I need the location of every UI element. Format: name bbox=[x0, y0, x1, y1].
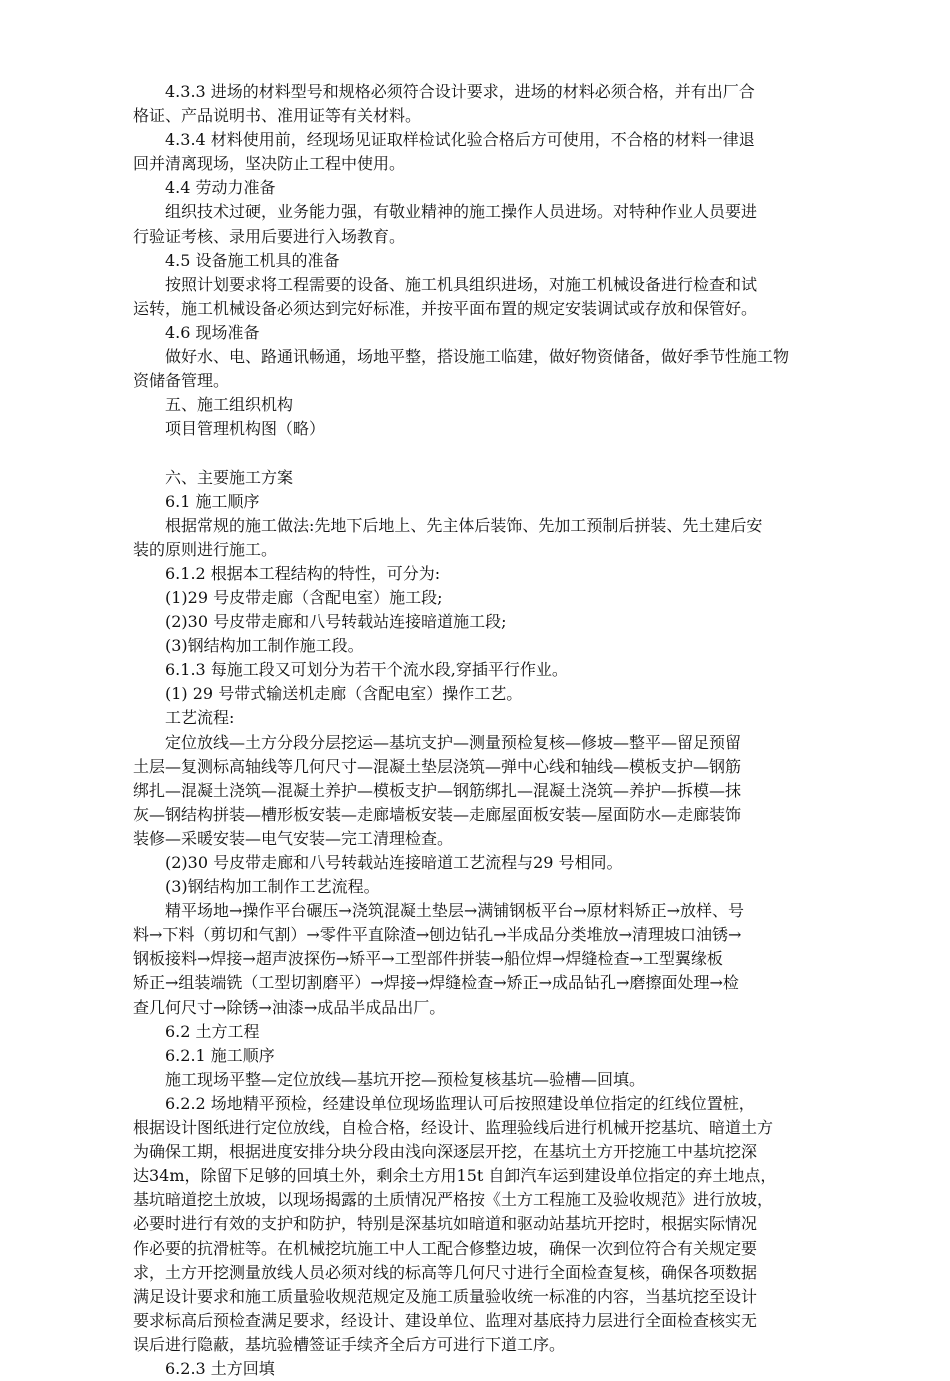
section-heading: 6.1 施工顺序 bbox=[165, 491, 260, 511]
text-line: 钢板接料→焊接→超声波探伤→矫平→工型部件拼装→船位焊→焊缝检查→工型翼缘板 bbox=[133, 949, 723, 969]
text-line: 为确保工期，根据进度安排分块分段由浅向深逐层开挖，在基坑土方开挖施工中基坑挖深 bbox=[133, 1142, 758, 1162]
list-item: (1)29 号皮带走廊（含配电室）施工段; bbox=[165, 587, 443, 607]
text-line: 作必要的抗滑桩等。在机械挖坑施工中人工配合修整边坡，确保一次到位符合有关规定要 bbox=[133, 1238, 758, 1258]
text-line: 精平场地→操作平台碾压→浇筑混凝土垫层→满铺钢板平台→原材料矫正→放样、号 bbox=[165, 901, 745, 921]
text-line: 运转，施工机械设备必须达到完好标准，并按平面布置的规定安装调试或存放和保管好。 bbox=[133, 298, 758, 318]
section-heading: 4.4 劳动力准备 bbox=[165, 178, 276, 198]
text-line: 要求标高后预检查满足要求，经设计、建设单位、监理对基底持力层进行全面检查核实无 bbox=[133, 1310, 758, 1330]
text-line: 装的原则进行施工。 bbox=[133, 539, 278, 559]
text-line: 根据设计图纸进行定位放线，自检合格，经设计、监理验线后进行机械开挖基坑、暗道土方 bbox=[133, 1118, 774, 1138]
text-line: 料→下料（剪切和气割）→零件平直除渣→刨边钻孔→半成品分类堆放→清理坡口油锈→ bbox=[133, 925, 742, 945]
text-line: 4.3.3 进场的材料型号和规格必须符合设计要求，进场的材料必须合格，并有出厂合 bbox=[165, 82, 755, 101]
text-line: 绑扎—混凝土浇筑—混凝土养护—模板支护—钢筋绑扎—混凝土浇筑—养护—拆模—抹 bbox=[133, 780, 742, 800]
text-line: 满足设计要求和施工质量验收规范规定及施工质量验收统一标准的内容，当基坑挖至设计 bbox=[133, 1286, 758, 1306]
list-item: (3)钢结构加工制作工艺流程。 bbox=[165, 877, 380, 897]
section-heading: 6.2 土方工程 bbox=[165, 1021, 260, 1041]
text-line: 6.1.3 每施工段又可划分为若干个流水段,穿插平行作业。 bbox=[165, 660, 568, 680]
chapter-heading: 五、施工组织机构 bbox=[165, 395, 294, 415]
text-line: 工艺流程: bbox=[165, 708, 235, 728]
text-line: 基坑暗道挖土放坡，以现场揭露的土质情况严格按《土方工程施工及验收规范》进行放坡， bbox=[133, 1190, 774, 1210]
section-heading: 6.2.1 施工顺序 bbox=[165, 1045, 275, 1065]
list-item: (2)30 号皮带走廊和八号转载站连接暗道工艺流程与29 号相同。 bbox=[165, 853, 623, 872]
text-line: 行验证考核、录用后要进行入场教育。 bbox=[133, 226, 406, 246]
text-line: 矫正→组装端铣（工型切割磨平）→焊接→焊缝检查→矫正→成品钻孔→磨擦面处理→检 bbox=[133, 973, 739, 993]
text-line: 做好水、电、路通讯畅通，场地平整，搭设施工临建，做好物资储备，做好季节性施工物 bbox=[165, 347, 790, 367]
blank-line bbox=[165, 441, 870, 465]
list-item: (2)30 号皮带走廊和八号转载站连接暗道施工段; bbox=[165, 612, 507, 632]
text-line: 回并清离现场，坚决防止工程中使用。 bbox=[133, 154, 406, 174]
text-line: 定位放线—土方分段分层挖运—基坑支护—测量预检复核—修坡—整平—留足预留 bbox=[165, 732, 742, 752]
text-line: 项目管理机构图（略） bbox=[165, 419, 326, 439]
text-line: 必要时进行有效的支护和防护，特别是深基坑如暗道和驱动站基坑开挖时，根据实际情况 bbox=[133, 1214, 758, 1234]
text-line: 达34m，除留下足够的回填土外，剩余土方用15t 自卸汽车运到建设单位指定的弃土地点， bbox=[133, 1166, 777, 1186]
list-item: (3)钢结构加工制作施工段。 bbox=[165, 636, 364, 656]
section-heading: 6.2.3 土方回填 bbox=[165, 1358, 275, 1378]
text-line: 6.1.2 根据本工程结构的特性，可分为: bbox=[165, 563, 441, 583]
text-line: 4.3.4 材料使用前，经现场见证取样检试化验合格后方可使用，不合格的材料一律退 bbox=[165, 130, 755, 150]
document-text-body bbox=[133, 80, 870, 1381]
text-line: 6.2.2 场地精平预检，经建设单位现场监理认可后按照建设单位指定的红线位置桩， bbox=[165, 1093, 755, 1113]
section-heading: 4.6 现场准备 bbox=[165, 322, 260, 342]
text-line: 施工现场平整—定位放线—基坑开挖—预检复核基坑—验槽—回填。 bbox=[165, 1069, 646, 1089]
chapter-heading: 六、主要施工方案 bbox=[165, 467, 294, 487]
text-line: 灰—钢结构拼装—槽形板安装—走廊墙板安装—走廊屋面板安装—屋面防水—走廊装饰 bbox=[133, 804, 742, 824]
section-heading: 4.5 设备施工机具的准备 bbox=[165, 250, 340, 270]
text-line: 装修—采暖安装—电气安装—完工清理检查。 bbox=[133, 828, 454, 848]
text-line: 资储备管理。 bbox=[133, 371, 230, 391]
text-line: 误后进行隐蔽，基坑验槽签证手续齐全后方可进行下道工序。 bbox=[133, 1334, 566, 1354]
text-line: 求，土方开挖测量放线人员必须对线的标高等几何尺寸进行全面检查复核，确保各项数据 bbox=[133, 1262, 758, 1282]
list-item: (1) 29 号带式输送机走廊（含配电室）操作工艺。 bbox=[165, 684, 523, 704]
text-line: 根据常规的施工做法:先地下后地上、先主体后装饰、先加工预制后拼装、先土建后安 bbox=[165, 515, 763, 535]
text-line: 土层—复测标高轴线等几何尺寸—混凝土垫层浇筑—弹中心线和轴线—模板支护—钢筋 bbox=[133, 756, 742, 776]
text-line: 格证、产品说明书、准用证等有关材料。 bbox=[133, 106, 422, 126]
text-line: 组织技术过硬，业务能力强，有敬业精神的施工操作人员进场。对特种作业人员要进 bbox=[165, 202, 758, 222]
text-line: 按照计划要求将工程需要的设备、施工机具组织进场，对施工机械设备进行检查和试 bbox=[165, 274, 758, 294]
text-line: 查几何尺寸→除锈→油漆→成品半成品出厂。 bbox=[133, 997, 446, 1017]
